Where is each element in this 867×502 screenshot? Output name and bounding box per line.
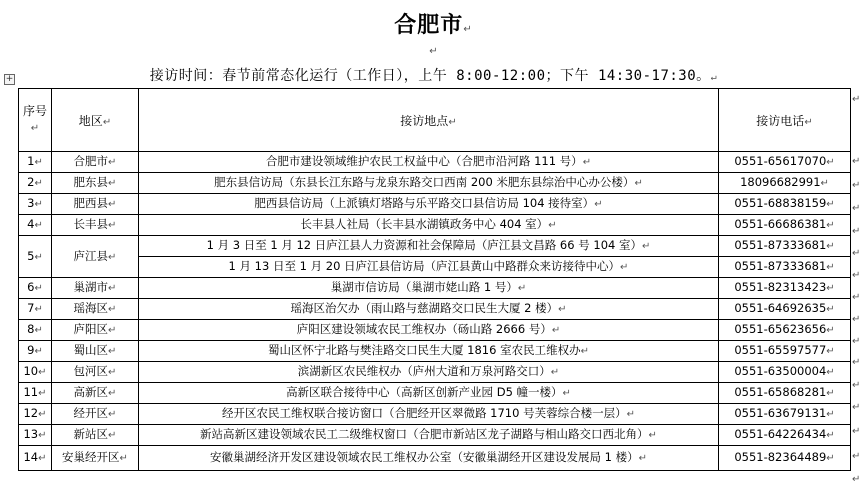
cell-place xyxy=(139,320,719,341)
header-place: 接访地点↵ xyxy=(139,89,719,152)
row-end-mark: ↵ xyxy=(852,226,861,237)
cell-area xyxy=(52,278,139,299)
cell-seq-text: 7 xyxy=(27,301,35,315)
cell-mark: ↵ xyxy=(108,304,117,315)
cell-mark: ↵ xyxy=(108,178,117,189)
cell-place-text: 瑶海区治欠办（雨山路与慈湖路交口民生大厦 2 楼） xyxy=(290,301,559,315)
table-row xyxy=(19,278,851,299)
cell-mark: ↵ xyxy=(34,325,43,336)
cell-seq-text: 11 xyxy=(23,385,39,399)
cell-mark: ↵ xyxy=(517,283,527,294)
row-end-mark: ↵ xyxy=(852,203,861,214)
cell-seq xyxy=(19,215,52,236)
cell-mark: ↵ xyxy=(119,453,128,464)
cell-area xyxy=(52,362,139,383)
cell-seq xyxy=(19,425,52,446)
cell-phone-text: 0551-87333681 xyxy=(734,259,827,273)
cell-mark: ↵ xyxy=(34,251,43,263)
cell-phone-text: 0551-64226434 xyxy=(734,427,827,441)
cell-phone-text: 0551-64692635 xyxy=(734,301,827,315)
table-row xyxy=(19,383,851,404)
cell-area xyxy=(52,236,139,278)
cell-phone-text: 0551-68838159 xyxy=(734,196,827,210)
cell-seq xyxy=(19,383,52,404)
cell-mark: ↵ xyxy=(34,283,43,294)
reception-time-text: 接访时间：春节前常态化运行（工作日），上午 8:00-12:00；下午 14:30-17:30。↵ xyxy=(149,68,718,84)
cell-mark: ↵ xyxy=(38,453,47,464)
cell-place xyxy=(139,341,719,362)
cell-mark: ↵ xyxy=(38,409,47,420)
cell-place-text: 庐阳区建设领域农民工维权办（砀山路 2666 号） xyxy=(296,322,552,336)
cell-phone xyxy=(719,152,851,173)
cell-phone-text: 0551-63500004 xyxy=(734,364,827,378)
cell-mark: ↵ xyxy=(826,262,835,273)
cell-phone xyxy=(719,425,851,446)
table-row xyxy=(19,446,851,471)
cell-area xyxy=(52,194,139,215)
cell-mark: ↵ xyxy=(108,157,117,168)
cell-seq-text: 4 xyxy=(27,217,35,231)
cell-area-text: 庐阳区 xyxy=(73,322,109,336)
cell-seq xyxy=(19,341,52,362)
cell-phone xyxy=(719,362,851,383)
cell-seq-text: 13 xyxy=(23,427,39,441)
cell-mark: ↵ xyxy=(826,325,835,336)
header-phone: 接访电话↵ xyxy=(719,89,851,152)
cell-area-text: 安巢经开区 xyxy=(62,450,120,464)
cell-phone-text: 18096682991 xyxy=(740,175,821,189)
cell-mark: ↵ xyxy=(38,367,47,378)
table-row xyxy=(19,320,851,341)
table-row xyxy=(19,215,851,236)
cell-seq xyxy=(19,173,52,194)
cell-seq xyxy=(19,362,52,383)
cell-phone xyxy=(719,299,851,320)
cell-mark: ↵ xyxy=(550,367,560,378)
cell-seq-text: 8 xyxy=(27,322,35,336)
cell-mark: ↵ xyxy=(582,157,592,168)
cell-area xyxy=(52,446,139,471)
cell-mark: ↵ xyxy=(580,346,589,357)
row-end-mark: ↵ xyxy=(852,402,861,413)
row-end-mark: ↵ xyxy=(852,474,861,485)
row-end-mark: ↵ xyxy=(852,292,861,303)
cell-mark: ↵ xyxy=(826,199,835,210)
cell-phone-text: 0551-65868281 xyxy=(734,385,827,399)
cell-mark: ↵ xyxy=(34,178,43,189)
cell-seq-text: 6 xyxy=(27,280,35,294)
cell-phone-text: 0551-65623656 xyxy=(734,322,827,336)
table-row xyxy=(19,152,851,173)
cell-mark: ↵ xyxy=(634,178,643,189)
cell-place-text: 高新区联合接待中心（高新区创新产业园 D5 幢一楼） xyxy=(286,385,563,399)
cell-place xyxy=(139,173,719,194)
cell-mark: ↵ xyxy=(34,346,43,357)
cell-place-text: 滨湖新区农民维权办（庐州大道和万泉河路交口） xyxy=(297,364,551,378)
cell-place-text: 1 月 3 日至 1 月 12 日庐江县人力资源和社会保障局（庐江县文昌路 66 号 104 室） xyxy=(206,238,642,252)
cell-mark: ↵ xyxy=(108,199,117,210)
cell-seq xyxy=(19,320,52,341)
cell-area-text: 肥西县 xyxy=(73,196,109,210)
cell-seq-text: 1 xyxy=(27,154,35,168)
cell-mark: ↵ xyxy=(108,283,117,294)
table-row xyxy=(19,341,851,362)
cell-seq-text: 3 xyxy=(27,196,35,210)
table-row xyxy=(19,257,851,278)
cell-mark: ↵ xyxy=(34,157,43,168)
cell-place xyxy=(139,362,719,383)
table-row xyxy=(19,194,851,215)
cell-place xyxy=(139,194,719,215)
cell-mark: ↵ xyxy=(551,325,561,336)
cell-area-text: 庐江县 xyxy=(73,248,109,263)
cell-seq xyxy=(19,278,52,299)
cell-mark: ↵ xyxy=(562,388,571,399)
row-end-mark: ↵ xyxy=(852,357,861,368)
cell-place xyxy=(139,215,719,236)
cell-seq-text: 9 xyxy=(27,343,35,357)
cell-mark: ↵ xyxy=(108,251,117,263)
cell-mark: ↵ xyxy=(108,409,117,420)
cell-mark: ↵ xyxy=(108,325,117,336)
row-end-mark: ↵ xyxy=(852,336,861,347)
paragraph-mark: ↵ xyxy=(710,72,718,83)
header-seq: 序号↵ xyxy=(19,89,52,152)
cell-seq-text: 5 xyxy=(27,248,35,263)
cell-seq xyxy=(19,299,52,320)
reception-table xyxy=(18,88,851,471)
cell-phone xyxy=(719,320,851,341)
cell-place-text: 合肥市建设领域维护农民工权益中心（合肥市沿河路 111 号） xyxy=(265,154,583,168)
cell-phone-text: 0551-82364489 xyxy=(734,450,827,464)
table-row xyxy=(19,236,851,257)
cell-place xyxy=(139,383,719,404)
cell-mark: ↵ xyxy=(38,388,47,399)
cell-phone xyxy=(719,194,851,215)
row-end-mark: ↵ xyxy=(852,451,861,462)
cell-mark: ↵ xyxy=(108,346,117,357)
cell-area-text: 合肥市 xyxy=(73,154,109,168)
row-end-mark: ↵ xyxy=(852,156,861,167)
cell-area-text: 蜀山区 xyxy=(73,343,109,357)
header-area: 地区↵ xyxy=(52,89,139,152)
page-title: 合肥市↵ xyxy=(394,13,473,38)
cell-phone-text: 0551-66686381 xyxy=(734,217,827,231)
cell-area-text: 高新区 xyxy=(73,385,109,399)
cell-mark: ↵ xyxy=(626,409,635,420)
table-row xyxy=(19,173,851,194)
cell-mark: ↵ xyxy=(641,241,651,252)
cell-place-text: 肥西县信访局（上派镇灯塔路与乐平路交口县信访局 104 接待室） xyxy=(254,196,595,210)
cell-area-text: 肥东县 xyxy=(73,175,109,189)
cell-mark: ↵ xyxy=(826,157,835,168)
cell-mark: ↵ xyxy=(34,220,43,231)
cell-seq-text: 12 xyxy=(23,406,39,420)
cell-phone-text: 0551-65597577 xyxy=(734,343,827,357)
table-row xyxy=(19,425,851,446)
cell-area xyxy=(52,404,139,425)
row-end-mark: ↵ xyxy=(852,248,861,259)
cell-mark: ↵ xyxy=(826,220,835,231)
row-end-mark: ↵ xyxy=(852,314,861,325)
cell-mark: ↵ xyxy=(38,430,47,441)
cell-mark: ↵ xyxy=(648,430,657,441)
cell-area xyxy=(52,383,139,404)
cell-place xyxy=(139,257,719,278)
cell-place-text: 1 月 13 日至 1 月 20 日庐江县信访局（庐江县黄山中路群众来访接待中心） xyxy=(228,259,621,273)
cell-phone xyxy=(719,404,851,425)
cell-place-text: 经开区农民工维权联合接访窗口（合肥经开区翠微路 1710 号芙蓉综合楼一层） xyxy=(222,406,627,420)
cell-area xyxy=(52,320,139,341)
table-row xyxy=(19,362,851,383)
cell-phone-text: 0551-82313423 xyxy=(734,280,827,294)
cell-seq-text: 14 xyxy=(23,450,39,464)
cell-place-text: 安徽巢湖经济开发区建设领域农民工维权办公室（安徽巢湖经开区建设发展局 1 楼） xyxy=(209,450,639,464)
cell-mark: ↵ xyxy=(826,430,835,441)
cell-mark: ↵ xyxy=(826,283,835,294)
cell-seq xyxy=(19,152,52,173)
cell-phone-text: 0551-63679131 xyxy=(734,406,827,420)
row-end-mark: ↵ xyxy=(852,94,861,105)
cell-mark: ↵ xyxy=(34,199,43,210)
row-end-mark: ↵ xyxy=(852,270,861,281)
cell-mark: ↵ xyxy=(826,367,835,378)
cell-mark: ↵ xyxy=(108,430,117,441)
paragraph-mark: ↵ xyxy=(463,24,473,35)
cell-seq xyxy=(19,446,52,471)
cell-seq-text: 2 xyxy=(27,175,35,189)
cell-mark: ↵ xyxy=(34,304,43,315)
cell-area-text: 巢湖市 xyxy=(73,280,109,294)
row-end-mark: ↵ xyxy=(852,180,861,191)
cell-place-text: 长丰县人社局（长丰县水湖镇政务中心 404 室） xyxy=(300,217,549,231)
cell-mark: ↵ xyxy=(826,453,835,464)
cell-area xyxy=(52,215,139,236)
cell-mark: ↵ xyxy=(108,388,117,399)
cell-seq xyxy=(19,194,52,215)
cell-phone xyxy=(719,278,851,299)
table-move-handle-icon[interactable]: + xyxy=(5,74,14,84)
cell-mark: ↵ xyxy=(108,220,117,231)
cell-phone xyxy=(719,173,851,194)
cell-area-text: 包河区 xyxy=(73,364,109,378)
cell-area xyxy=(52,299,139,320)
table-row xyxy=(19,299,851,320)
row-end-mark: ↵ xyxy=(852,380,861,391)
cell-place-text: 新站高新区建设领域农民工二级维权窗口（合肥市新站区龙子湖路与相山路交口西北角） xyxy=(200,427,649,441)
cell-area xyxy=(52,173,139,194)
cell-place xyxy=(139,299,719,320)
row-end-mark: ↵ xyxy=(852,426,861,437)
cell-mark: ↵ xyxy=(638,453,647,464)
cell-seq xyxy=(19,404,52,425)
cell-phone xyxy=(719,257,851,278)
cell-seq xyxy=(19,236,52,278)
cell-mark: ↵ xyxy=(620,262,629,273)
cell-place xyxy=(139,278,719,299)
paragraph-mark: ↵ xyxy=(429,46,438,57)
cell-mark: ↵ xyxy=(820,178,829,189)
cell-mark: ↵ xyxy=(826,241,835,252)
cell-place-text: 肥东县信访局（东县长江东路与龙泉东路交口西南 200 米肥东县综治中心办公楼） xyxy=(214,175,635,189)
table-row xyxy=(19,404,851,425)
cell-mark: ↵ xyxy=(826,346,835,357)
cell-mark: ↵ xyxy=(548,220,557,231)
cell-area xyxy=(52,341,139,362)
cell-place xyxy=(139,236,719,257)
cell-phone xyxy=(719,341,851,362)
cell-phone xyxy=(719,383,851,404)
cell-mark: ↵ xyxy=(826,304,835,315)
cell-mark: ↵ xyxy=(826,409,835,420)
cell-place xyxy=(139,152,719,173)
cell-place-text: 巢湖市信访局（巢湖市姥山路 1 号） xyxy=(330,280,518,294)
cell-place-text: 蜀山区怀宁北路与樊洼路交口民生大厦 1816 室农民工维权办 xyxy=(268,343,581,357)
cell-area-text: 新站区 xyxy=(73,427,109,441)
cell-mark: ↵ xyxy=(558,304,567,315)
cell-area-text: 瑶海区 xyxy=(73,301,109,315)
cell-place xyxy=(139,446,719,471)
cell-area-text: 经开区 xyxy=(73,406,109,420)
table-header-row xyxy=(19,89,851,152)
cell-area xyxy=(52,152,139,173)
cell-seq-text: 10 xyxy=(23,364,39,378)
cell-phone-text: 0551-65617070 xyxy=(734,154,827,168)
cell-area-text: 长丰县 xyxy=(73,217,109,231)
cell-phone xyxy=(719,215,851,236)
cell-mark: ↵ xyxy=(594,199,603,210)
cell-place xyxy=(139,404,719,425)
cell-mark: ↵ xyxy=(108,367,117,378)
cell-area xyxy=(52,425,139,446)
cell-phone xyxy=(719,446,851,471)
cell-phone-text: 0551-87333681 xyxy=(734,238,827,252)
cell-mark: ↵ xyxy=(826,388,835,399)
cell-place xyxy=(139,425,719,446)
cell-phone xyxy=(719,236,851,257)
